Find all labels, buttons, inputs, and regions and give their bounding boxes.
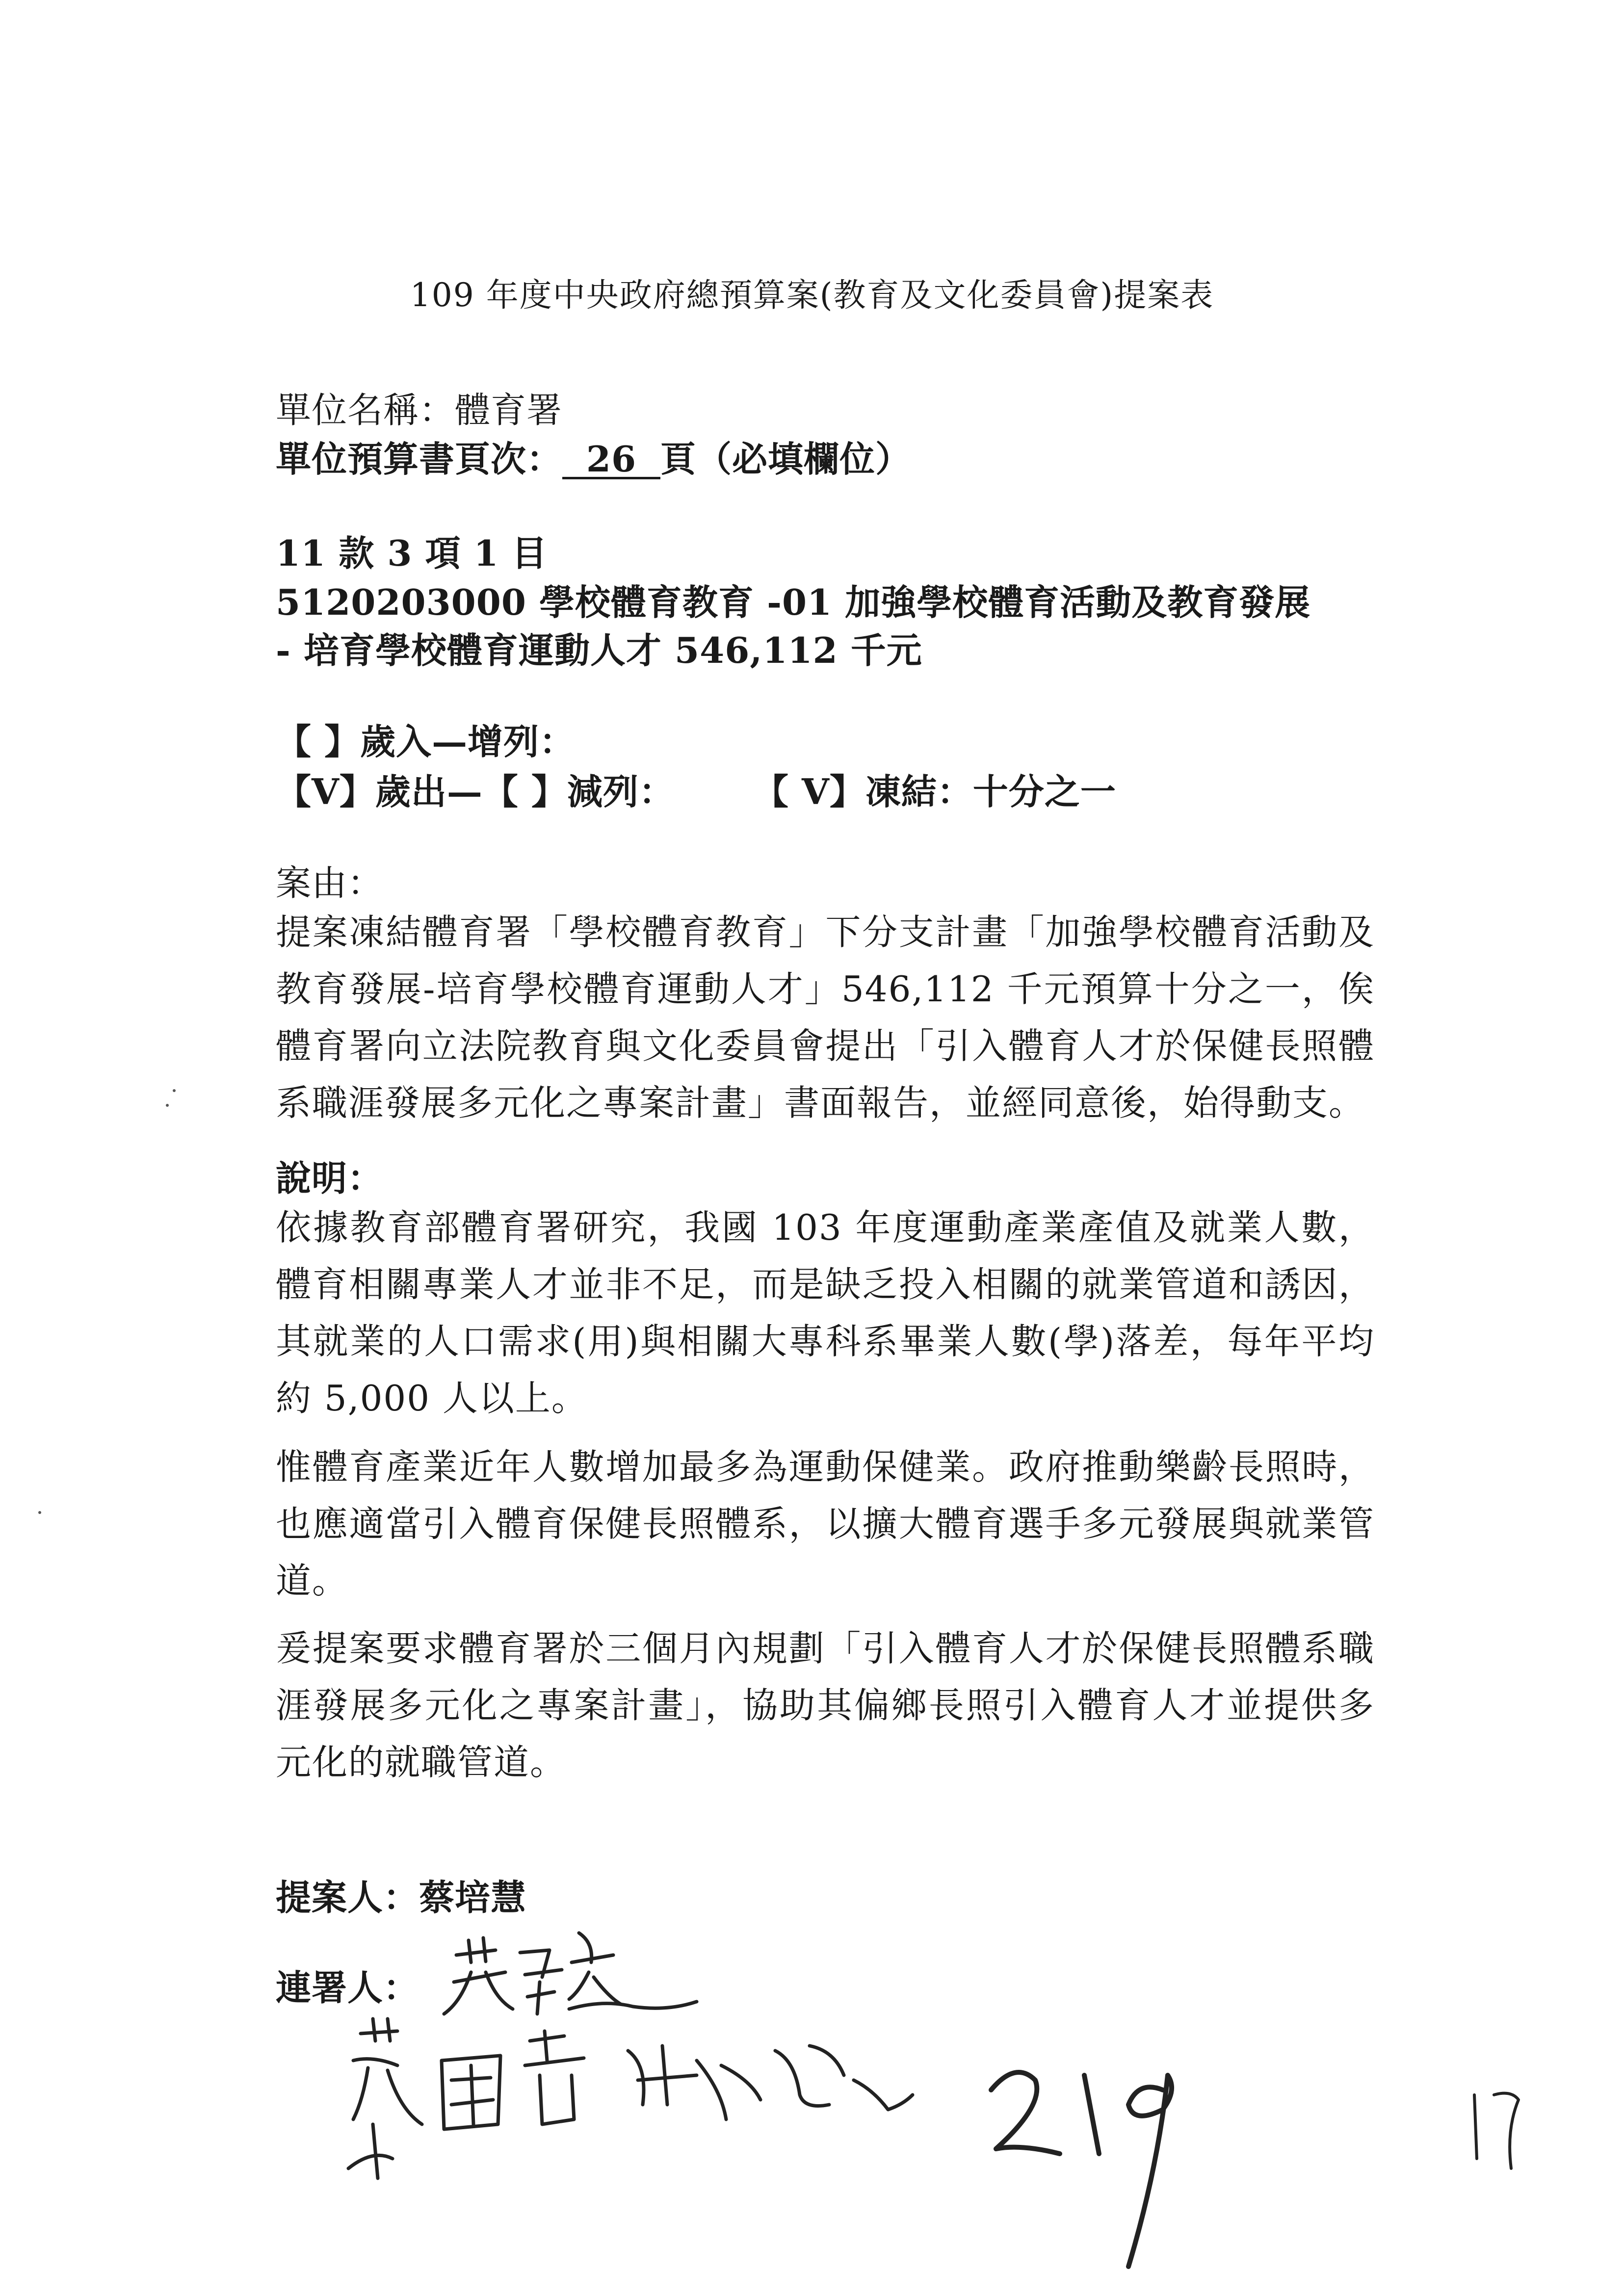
scan-speck <box>166 1104 169 1107</box>
cosigners-label: 連署人： <box>276 1967 419 2009</box>
unit-page-value: 26 <box>562 442 660 479</box>
proposer-name: 蔡培慧 <box>419 1877 527 1918</box>
expense-checkbox: 【V】 <box>276 771 375 812</box>
revenue-checkbox: 【 】 <box>276 721 361 762</box>
revenue-label: 歲入—增列： <box>360 721 576 762</box>
unit-name-value: 體育署 <box>455 390 563 431</box>
freeze-checkbox: 【 V】 <box>753 771 865 812</box>
budget-item-line2: - 培育學校體育運動人才 546,112 千元 <box>276 629 922 671</box>
expense-label: 歲出— <box>375 771 483 812</box>
scan-speck <box>173 1089 176 1092</box>
explanation-paragraph-3: 爰提案要求體育署於三個月內規劃「引入體育人才於保健長照體系職涯發展多元化之專案計畫」，協助其偏鄉長照引入體育人才並提供多元化的就職管道。 <box>276 1628 1375 1783</box>
scan-speck <box>38 1511 41 1514</box>
reduce-checkbox: 【 】 <box>482 771 567 812</box>
unit-page-suffix: 頁（必填欄位） <box>660 438 912 480</box>
budget-section: 11 款 3 項 1 目 <box>276 532 548 574</box>
reason-heading: 案由： <box>276 862 384 904</box>
signature-row-2 <box>348 2019 913 2178</box>
explanation-paragraph-2: 惟體育產業近年人數增加最多為運動保健業。政府推動樂齡長照時，也應適當引入體育保健長照體系，以擴大體育選手多元發展與就業管道。 <box>276 1446 1375 1601</box>
proposer-label: 提案人： <box>276 1877 419 1918</box>
unit-page-label: 單位預算書頁次： <box>276 438 563 480</box>
reason-text: 提案凍結體育署「學校體育教育」下分支計畫「加強學校體育活動及教育發展-培育學校體育運動人才」546,112 千元預算十分之一，俟體育署向立法院教育與文化委員會提出「引入體育人才於保健長照體系職涯發展多元化之專案計畫」書面報告，並經同意後，始得動支。 <box>276 912 1375 1123</box>
freeze-label: 凍結：十分之一 <box>865 771 1116 812</box>
margin-page-mark <box>1474 2093 1519 2168</box>
signature-cai-peihui <box>444 1933 697 2014</box>
explanation-paragraph-1: 依據教育部體育署研究，我國 103 年度運動產業產值及就業人數，體育相關專業人才並非不足，而是缺乏投入相關的就業管道和誘因，其就業的人口需求(用)與相關大專科系畢業人數(學)落差，每年平均約 5,000 人以上。 <box>276 1207 1375 1419</box>
explanation-heading: 說明： <box>276 1157 384 1199</box>
unit-name-label: 單位名稱： <box>276 390 455 431</box>
budget-item-line1: 5120203000 學校體育教育 -01 加強學校體育活動及教育發展 <box>276 581 1311 623</box>
form-title: 109 年度中央政府總預算案(教育及文化委員會)提案表 <box>410 276 1214 314</box>
handwritten-number-219 <box>991 2072 1172 2267</box>
reduce-label: 減列： <box>567 771 675 812</box>
